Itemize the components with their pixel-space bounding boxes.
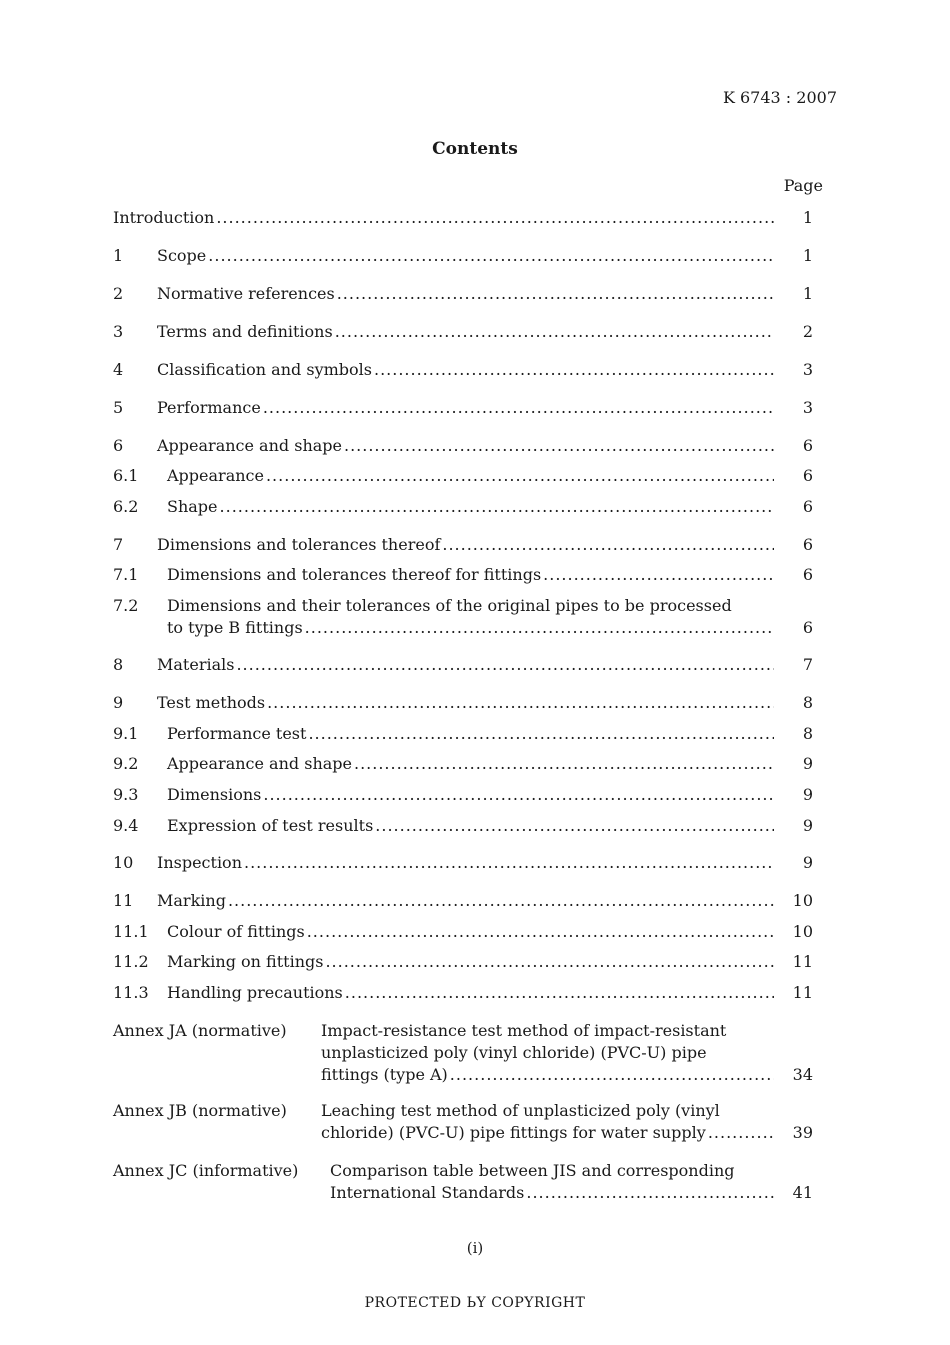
- toc-entry-page: 10: [792, 891, 813, 910]
- toc-entry-title: Normative references: [157, 284, 335, 303]
- toc-entry-number: 9.1: [113, 724, 139, 743]
- toc-entry-number: 7: [113, 535, 124, 554]
- toc-entry-page: 10: [792, 922, 813, 941]
- toc-entry: [113, 206, 823, 229]
- toc-entry-page: 9: [802, 816, 813, 835]
- toc-entry-page: 9: [802, 754, 813, 773]
- toc-entry-title: Appearance: [167, 466, 264, 485]
- toc-entry: [113, 691, 823, 714]
- toc-entry-number: 11.3: [113, 983, 149, 1002]
- toc-entry-title: Inspection: [157, 853, 242, 872]
- toc-entry-page: 3: [802, 360, 813, 379]
- toc-entry-title: Dimensions and tolerances thereof for fittings: [167, 565, 542, 584]
- toc-entry-title: Materials: [157, 655, 235, 674]
- page-column-header: Page: [783, 176, 823, 195]
- toc-entry-number: 9: [113, 693, 124, 712]
- toc-subentry: [113, 783, 823, 806]
- toc-entry: [113, 396, 823, 419]
- toc-entry-page: 6: [802, 497, 813, 516]
- toc-entry-title: Dimensions and tolerances thereof: [157, 535, 441, 554]
- toc-entry-title: Test methods: [157, 693, 266, 712]
- toc-entry-title: Classification and symbols: [157, 360, 372, 379]
- toc-entry-title: Performance test: [167, 724, 307, 743]
- toc-annex-entry: [113, 1019, 823, 1085]
- toc-entry: [113, 889, 823, 912]
- toc-entry-page: 39: [792, 1123, 813, 1142]
- toc-entry-title: Scope: [157, 246, 207, 265]
- toc-entry-page: 1: [802, 208, 813, 227]
- toc-entry-number: 8: [113, 655, 124, 674]
- toc-entry-number: 3: [113, 322, 124, 341]
- toc-entry-number: 6: [113, 436, 124, 455]
- annex-title-continued: chloride) (PVC-U) pipe fittings for water supply: [321, 1123, 706, 1142]
- toc-subentry: [113, 722, 823, 745]
- toc-entry-page: 11: [792, 952, 813, 971]
- toc-entry-title: Marking on fittings: [167, 952, 324, 971]
- toc-entry-page: 6: [802, 618, 813, 637]
- toc-entry-page: 2: [802, 322, 813, 341]
- toc-entry-page: 8: [802, 693, 813, 712]
- annex-title: Impact-resistance test method of impact-resistant: [321, 1021, 727, 1040]
- toc-subentry: [113, 563, 823, 586]
- toc-entry-title: Colour of fittings: [167, 922, 305, 941]
- toc-entry-title: Appearance and shape: [157, 436, 342, 455]
- toc-annex-entry: [113, 1159, 823, 1205]
- toc-entry-number: 9.3: [113, 785, 139, 804]
- toc-entry-page: 3: [802, 398, 813, 417]
- toc-entry: [113, 282, 823, 305]
- annex-label: Annex JB (normative): [113, 1101, 287, 1120]
- toc-entry-page: 34: [792, 1065, 813, 1084]
- toc-entry-page: 6: [802, 466, 813, 485]
- toc-entry: [113, 320, 823, 343]
- toc-subentry: [113, 495, 823, 518]
- toc-subentry: [113, 920, 823, 943]
- toc-entry-number: 9.2: [113, 754, 139, 773]
- toc-entry-title: Dimensions: [167, 785, 262, 804]
- toc-subentry: [113, 950, 823, 973]
- toc-entry-page: 41: [792, 1183, 813, 1202]
- toc-annex-entry: [113, 1099, 823, 1145]
- toc-entry-page: 8: [802, 724, 813, 743]
- toc-entry: [113, 434, 823, 457]
- toc-entry-number: 4: [113, 360, 124, 379]
- annex-title: Leaching test method of unplasticized poly (vinyl: [321, 1101, 720, 1120]
- annex-title: Comparison table between JIS and corresponding: [330, 1161, 735, 1180]
- toc-entry: [113, 244, 823, 267]
- toc-entry-title: Expression of test results: [167, 816, 374, 835]
- toc-entry: [113, 851, 823, 874]
- toc-entry-number: 5: [113, 398, 124, 417]
- annex-label: Annex JC (informative): [113, 1161, 299, 1180]
- toc-entry-title-continued: to type B fittings: [167, 618, 303, 637]
- toc-entry-number: 11.1: [113, 922, 149, 941]
- toc-entry-number: 10: [113, 853, 134, 872]
- toc-entry-number: 2: [113, 284, 124, 303]
- toc-entry-title: Marking: [157, 891, 226, 910]
- toc-entry-page: 1: [802, 284, 813, 303]
- toc-entry-number: 1: [113, 246, 124, 265]
- toc-entry-number: 6.2: [113, 497, 139, 516]
- annex-title-continued: unplasticized poly (vinyl chloride) (PVC-U) pipe: [321, 1043, 707, 1062]
- toc-subentry: [113, 981, 823, 1004]
- toc-entry-page: 1: [802, 246, 813, 265]
- toc-entry-page: 9: [802, 785, 813, 804]
- toc-entry: [113, 358, 823, 381]
- toc-entry-page: 11: [792, 983, 813, 1002]
- toc-subentry: [113, 752, 823, 775]
- toc-entry-page: 9: [802, 853, 813, 872]
- toc-entry-number: 11.2: [113, 952, 149, 971]
- toc-entry-title: Appearance and shape: [167, 754, 352, 773]
- annex-title-continued: fittings (type A): [321, 1065, 448, 1084]
- toc-entry-title: Handling precautions: [167, 983, 343, 1002]
- page-number: (i): [466, 1239, 484, 1257]
- toc-entry-number: 6.1: [113, 466, 139, 485]
- toc-entry-number: 11: [113, 891, 134, 910]
- copyright-notice: PROTECTED ЬY COPYRIGHT: [364, 1295, 586, 1311]
- toc-entry-title: Terms and definitions: [157, 322, 333, 341]
- toc-entry-page: 6: [802, 436, 813, 455]
- toc-subentry: [113, 814, 823, 837]
- toc-entry-number: 7.1: [113, 565, 139, 584]
- toc-entry-title: Shape: [167, 497, 218, 516]
- toc-entry-title: Introduction: [113, 208, 215, 227]
- toc-entry: [113, 533, 823, 556]
- toc-subentry: [113, 594, 823, 640]
- toc-entry-title: Dimensions and their tolerances of the original pipes to be processed: [167, 596, 732, 615]
- toc-entry-number: 7.2: [113, 596, 139, 615]
- document-id: K 6743 : 2007: [722, 88, 837, 107]
- toc-entry-page: 7: [802, 655, 813, 674]
- toc-entry-page: 6: [802, 565, 813, 584]
- toc-title: Contents: [432, 139, 518, 159]
- toc-entry-page: 6: [802, 535, 813, 554]
- toc-entry-number: 9.4: [113, 816, 139, 835]
- toc-subentry: [113, 464, 823, 487]
- annex-title-continued: International Standards: [330, 1183, 525, 1202]
- toc-entry: [113, 653, 823, 676]
- annex-label: Annex JA (normative): [113, 1021, 287, 1040]
- toc-entry-title: Performance: [157, 398, 261, 417]
